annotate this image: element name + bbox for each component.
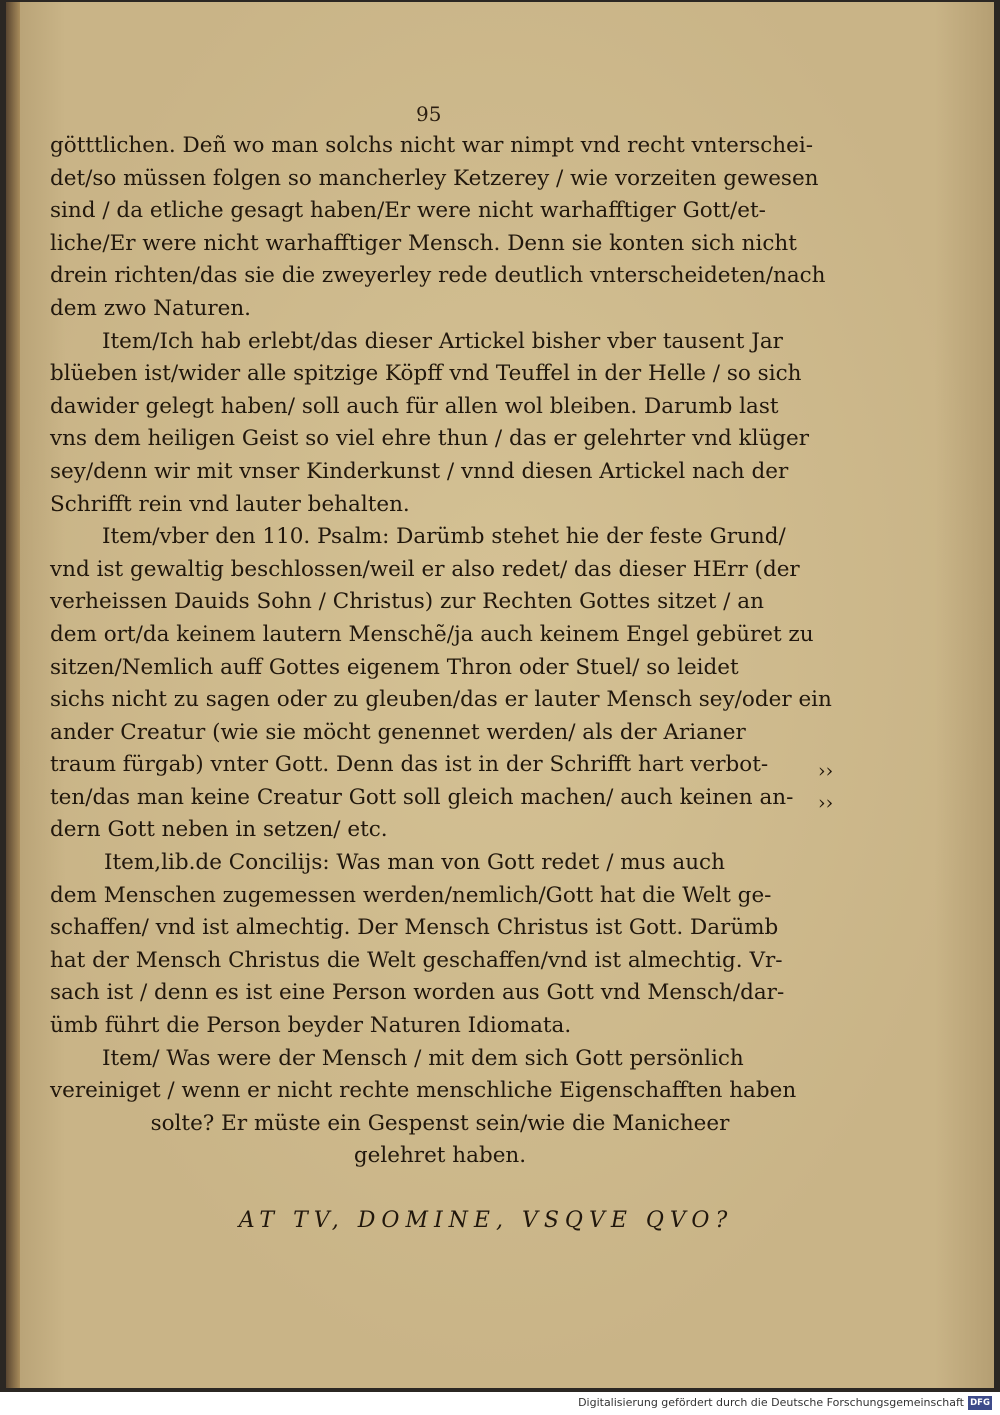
page-number: 95 (416, 102, 442, 126)
book-page (6, 2, 994, 1388)
text-line: ümb führt die Person beyder Naturen Idiomata. (50, 1013, 572, 1039)
margin-quote-mark: ›› (818, 792, 834, 814)
text-line: vereiniget / wenn er nicht rechte menschliche Eigenschafften haben (50, 1078, 797, 1104)
paragraph-start-line: Item/Ich hab erlebt/das dieser Artickel bisher vber tausent Jar (102, 328, 783, 354)
text-line: sey/denn wir mit vnser Kinderkunst / vnnd diesen Artickel nach der (50, 458, 789, 484)
text-line: dem ort/da keinem lautern Menschẽ/ja auch keinem Engel gebüret zu (50, 621, 814, 647)
paragraph-start-line: Item/vber den 110. Psalm: Darümb stehet hie der feste Grund/ (102, 524, 786, 550)
text-line: det/so müssen folgen so mancherley Ketzerey / wie vorzeiten gewesen (50, 165, 819, 191)
paragraph-start-line: Item/ Was were der Mensch / mit dem sich Gott persönlich (102, 1045, 744, 1071)
text-line: götttlichen. Deñ wo man solchs nicht war nimpt vnd recht vnterschei- (50, 133, 813, 158)
page-body (50, 130, 830, 1173)
text-line: verheissen Dauids Sohn / Christus) zur Rechten Gottes sitzet / an (50, 589, 764, 615)
text-line: vns dem heiligen Geist so viel ehre thun / das er gelehrter vnd klüger (50, 426, 810, 452)
text-line: gelehret haben. (353, 1143, 527, 1169)
text-line: sind / da etliche gesagt haben/Er were nicht warhafftiger Gott/et- (50, 198, 766, 224)
text-line: blüeben ist/wider alle spitzige Köpff vnd Teuffel in der Helle / so sich (50, 361, 802, 387)
text-line: ten/das man keine Creatur Gott soll gleich machen/ auch keinen an- (50, 784, 794, 810)
text-line: dem Menschen zugemessen werden/nemlich/Gott hat die Welt ge- (50, 882, 772, 908)
text-line: dawider gelegt haben/ soll auch für allen wol bleiben. Darumb last (50, 393, 779, 419)
text-line: hat der Mensch Christus die Welt geschaffen/vnd ist almechtig. Vr- (50, 947, 783, 973)
text-line: vnd ist gewaltig beschlossen/weil er also redet/ das dieser HErr (der (50, 556, 800, 582)
closing-motto: AT TV, DOMINE, VSQVE QVO? (238, 1208, 734, 1233)
text-line: sitzen/Nemlich auff Gottes eigenem Thron oder Stuel/ so leidet (50, 654, 739, 680)
funding-credit: Digitalisierung gefördert durch die Deutsche Forschungsgemeinschaft (578, 1396, 964, 1409)
text-line: dern Gott neben in setzen/ etc. (50, 817, 388, 843)
digitization-footer (0, 1392, 1000, 1415)
dfg-logo: DFG (968, 1396, 992, 1410)
text-line: solte? Er müste ein Gespenst sein/wie die Manicheer (150, 1110, 730, 1136)
text-line: liche/Er were nicht warhafftiger Mensch. Denn sie konten sich nicht (50, 230, 797, 256)
text-line: sichs nicht zu sagen oder zu gleuben/das er lauter Mensch sey/oder ein (50, 687, 832, 713)
text-line: ander Creatur (wie sie möcht genennet werden/ als der Arianer (50, 719, 746, 745)
page-gutter (6, 2, 20, 1388)
text-line: Schrifft rein vnd lauter behalten. (50, 491, 410, 517)
text-line: sach ist / denn es ist eine Person worden aus Gott vnd Mensch/dar- (50, 980, 785, 1006)
text-line: schaffen/ vnd ist almechtig. Der Mensch Christus ist Gott. Darümb (50, 915, 779, 941)
text-line: traum fürgab) vnter Gott. Denn das ist in der Schrifft hart verbot- (50, 752, 769, 778)
text-line: drein richten/das sie die zweyerley rede deutlich vnterscheideten/nach (50, 263, 826, 289)
paragraph-start-line: Item,lib.de Concilijs: Was man von Gott redet / mus auch (104, 850, 725, 876)
text-line: dem zwo Naturen. (50, 295, 252, 321)
margin-quote-mark: ›› (818, 760, 834, 782)
